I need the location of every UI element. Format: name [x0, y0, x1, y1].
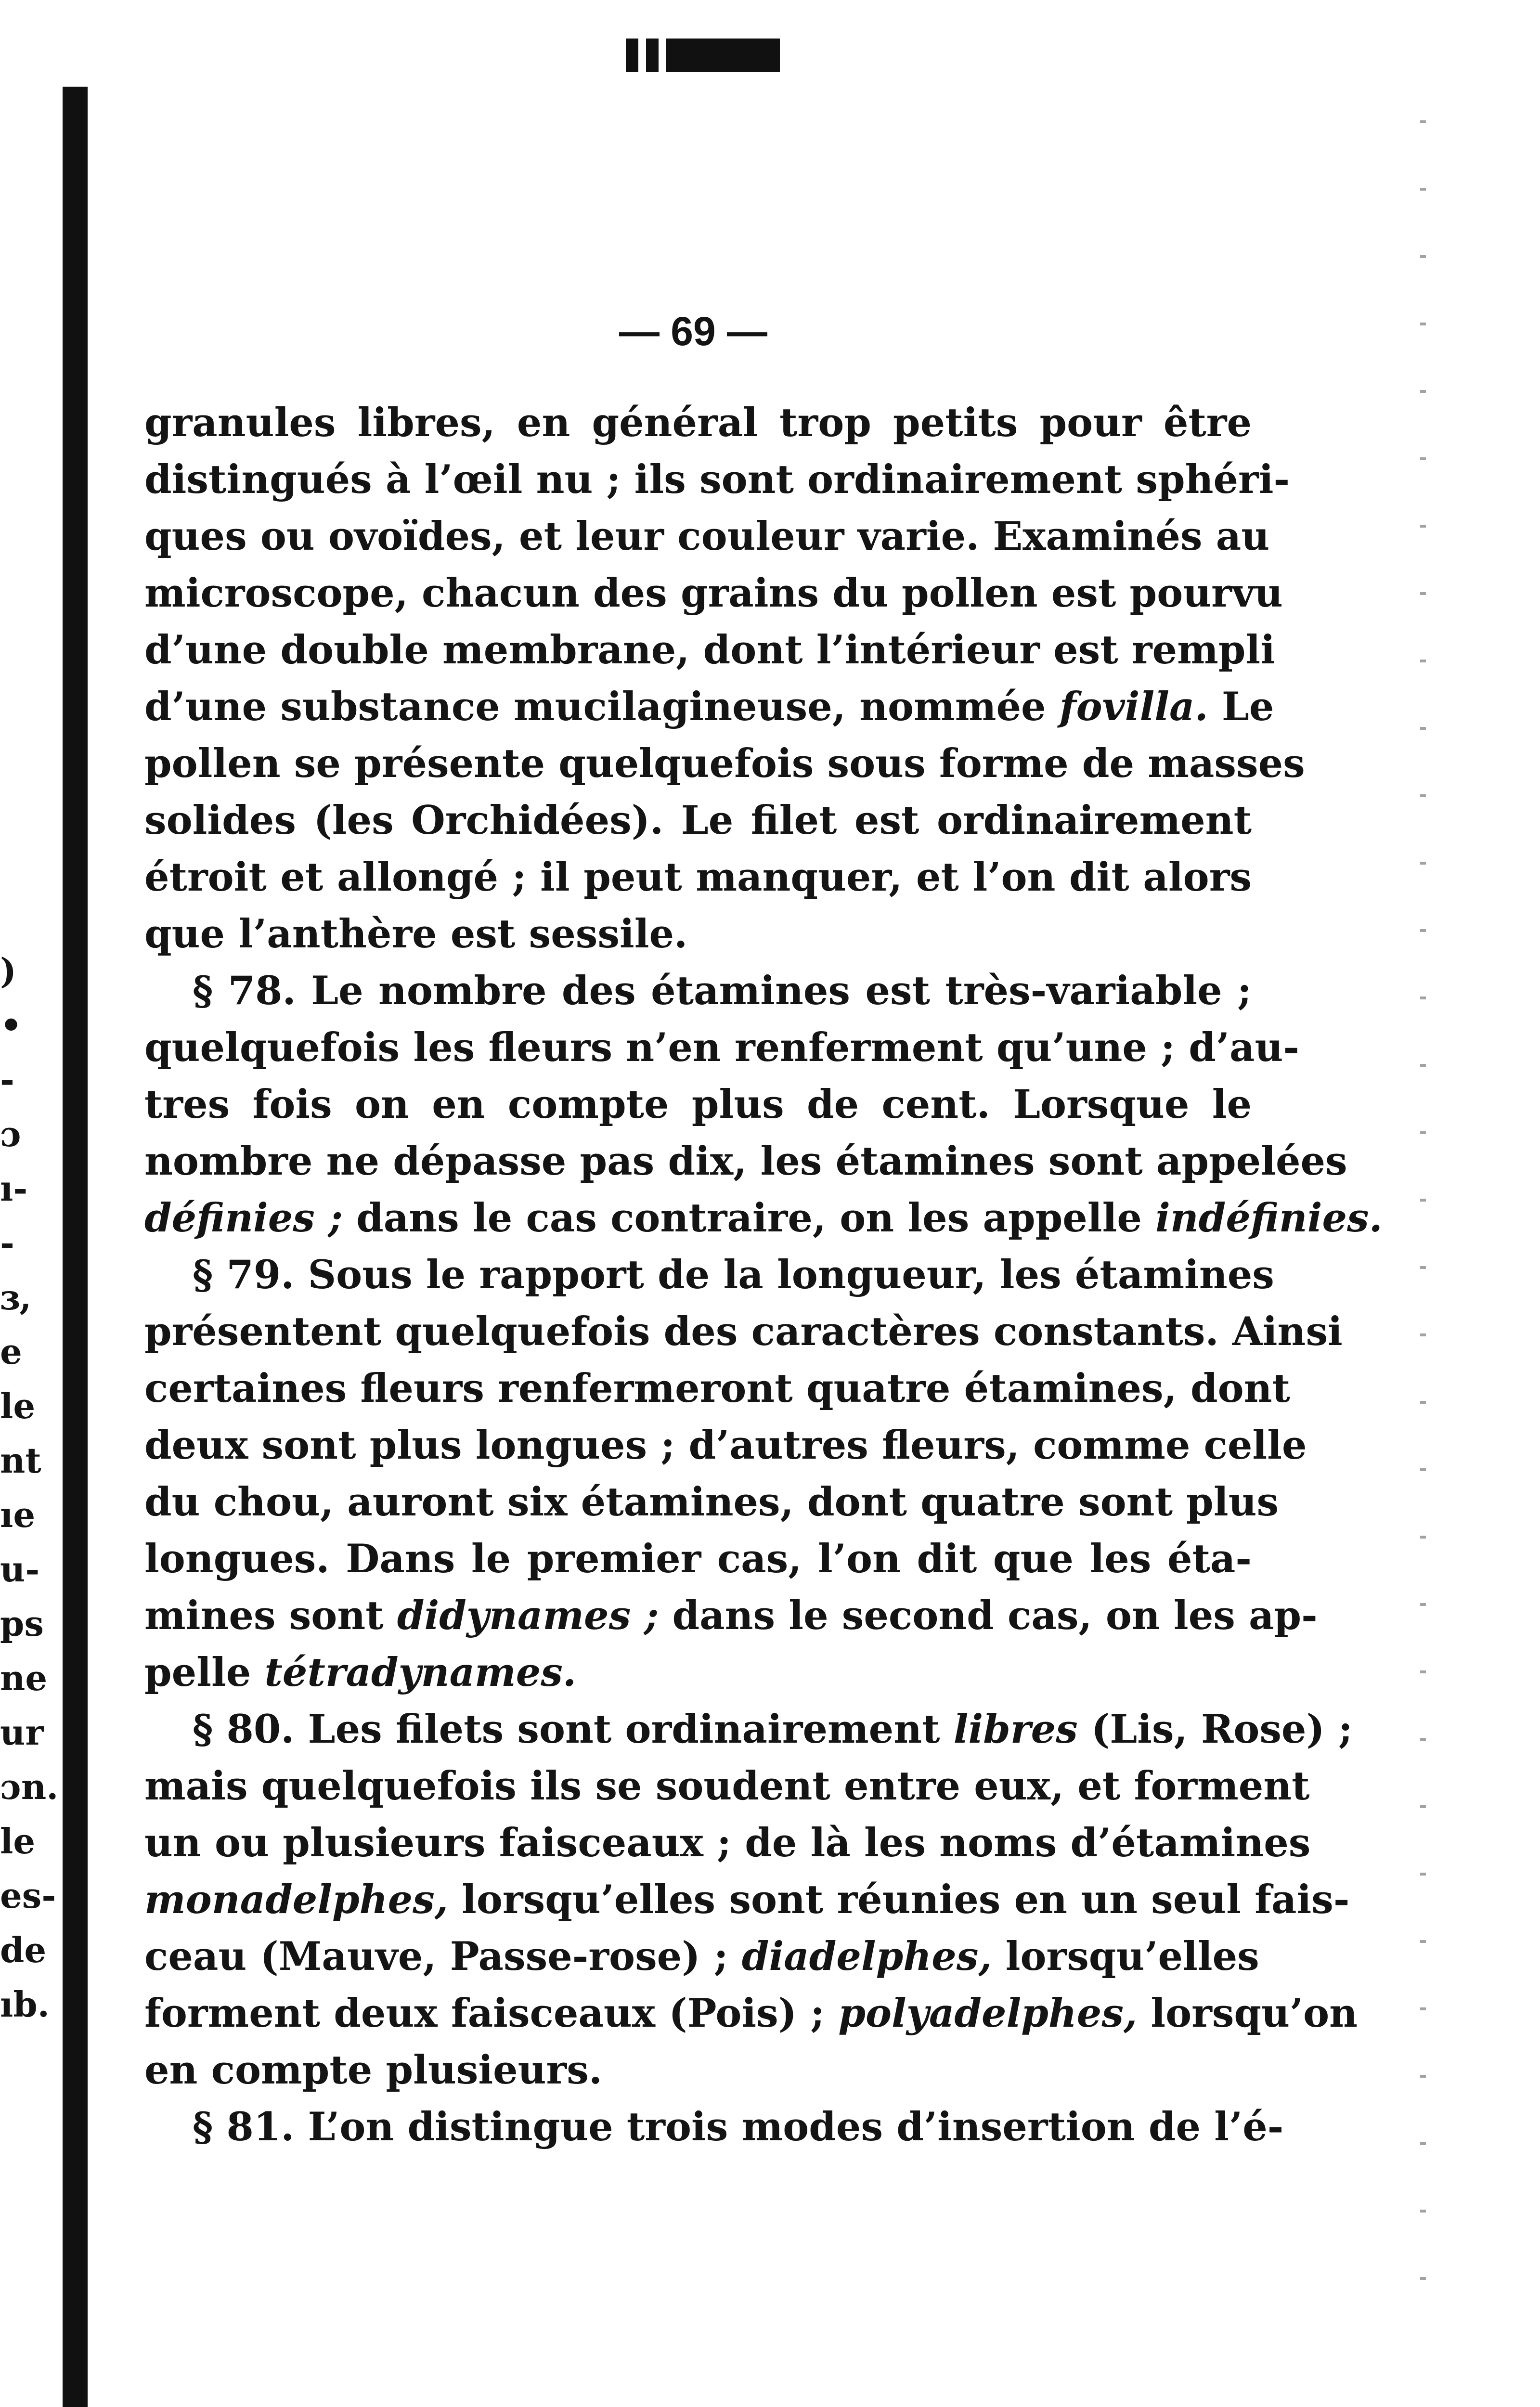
text-run: longues. Dans le premier cas, l’on dit que les éta-	[144, 1536, 1252, 1582]
margin-fragment: ur	[0, 1712, 44, 1753]
text-run: d’une double membrane, dont l’intérieur est rempli	[144, 627, 1275, 673]
text-run: quelquefois les fleurs n’en renferment qu’une ; d’au-	[144, 1025, 1300, 1071]
text-run: ceau (Mauve, Passe-rose) ;	[144, 1934, 742, 1980]
text-run: microscope, chacun des grains du pollen est pourvu	[144, 570, 1283, 616]
italic-term: tétradynames.	[264, 1650, 577, 1695]
margin-fragment: ıb.	[0, 1984, 50, 2025]
italic-term: polyadelphes,	[838, 1991, 1138, 2036]
text-line	[144, 1985, 1358, 2042]
text-line	[144, 1644, 1252, 1701]
text-line	[144, 1133, 1347, 1190]
italic-term: définies ;	[144, 1195, 343, 1241]
margin-fragment: e	[0, 1331, 22, 1372]
text-run: que l’anthère est sessile.	[144, 911, 688, 957]
italic-term: libres	[953, 1707, 1078, 1752]
text-line	[144, 395, 1252, 452]
italic-term: diadelphes,	[741, 1934, 992, 1980]
text-run: solides (les Orchidées). Le filet est ordinairement	[144, 798, 1252, 843]
margin-fragment: -	[0, 1222, 14, 1263]
text-run: étroit et allongé ; il peut manquer, et l’on dit alors	[144, 854, 1252, 900]
italic-term: fovilla.	[1059, 684, 1208, 730]
text-line	[144, 1815, 1311, 1872]
text-run: § 79. Sous le rapport de la longueur, les étamines	[193, 1252, 1274, 1298]
margin-fragment: le	[0, 1821, 36, 1862]
margin-fragment: ɔ	[0, 1113, 21, 1154]
text-run: mais quelquefois ils se soudent entre eux, et forment	[144, 1763, 1310, 1809]
text-run: en compte plusieurs.	[144, 2047, 603, 2093]
text-run: un ou plusieurs faisceaux ; de là les noms d’étamines	[144, 1820, 1311, 1866]
margin-fragment: u-	[0, 1549, 40, 1590]
text-run: § 78. Le nombre des étamines est très-variable ;	[193, 968, 1252, 1014]
text-run: d’une substance mucilagineuse, nommée	[144, 684, 1060, 730]
page-number: — 69 —	[619, 309, 768, 354]
text-run: pollen se présente quelquefois sous forme de masses	[144, 741, 1305, 787]
margin-fragment: ı-	[0, 1168, 28, 1209]
text-line	[144, 1474, 1279, 1531]
text-line	[144, 792, 1252, 849]
text-run: certaines fleurs renfermeront quatre étamines, dont	[144, 1366, 1290, 1411]
text-line	[144, 508, 1270, 565]
body-text	[144, 395, 1383, 2156]
text-run: (Lis, Rose) ;	[1077, 1707, 1353, 1752]
text-line	[144, 1304, 1343, 1360]
margin-fragment: nt	[0, 1440, 41, 1481]
text-line	[144, 849, 1252, 906]
text-run: dans le cas contraire, on les appelle	[342, 1195, 1156, 1241]
text-line	[144, 2099, 1284, 2156]
text-line	[144, 1076, 1252, 1133]
margin-fragment: -	[0, 1059, 14, 1100]
text-line	[144, 679, 1274, 736]
margin-fragment: es-	[0, 1875, 56, 1916]
right-edge-scan-noise	[1420, 120, 1426, 2335]
text-run: Le	[1208, 684, 1274, 730]
binding-edge-rule	[63, 87, 88, 2407]
text-line	[144, 1758, 1310, 1815]
text-run: lorsqu’elles	[992, 1934, 1259, 1980]
facing-page-margin-fragments	[0, 944, 60, 2032]
text-run: du chou, auront six étamines, dont quatre sont plus	[144, 1479, 1279, 1525]
margin-fragment: )	[0, 950, 17, 991]
text-line	[144, 1588, 1318, 1644]
text-run: pelle	[144, 1650, 265, 1695]
text-line	[144, 963, 1252, 1020]
text-line	[144, 452, 1290, 508]
italic-term: indéfinies.	[1155, 1195, 1383, 1241]
text-line	[144, 1531, 1252, 1588]
margin-fragment: •	[0, 1005, 23, 1046]
text-line	[144, 1247, 1274, 1304]
paragraph	[144, 2099, 1284, 2156]
text-run: ques ou ovoïdes, et leur couleur varie. Examinés au	[144, 514, 1270, 559]
text-line	[144, 1360, 1290, 1417]
text-line	[144, 906, 1252, 963]
text-line	[144, 1701, 1353, 1758]
text-run: lorsqu’on	[1137, 1991, 1358, 2036]
text-line	[144, 1417, 1307, 1474]
text-line	[144, 1872, 1350, 1928]
paragraph	[144, 963, 1383, 1247]
text-run: présentent quelquefois des caractères constants. Ainsi	[144, 1309, 1343, 1355]
margin-fragment: le	[0, 1385, 36, 1426]
text-run: deux sont plus longues ; d’autres fleurs, comme celle	[144, 1423, 1307, 1468]
italic-term: monadelphes,	[144, 1877, 448, 1923]
text-line	[144, 736, 1305, 792]
text-run: § 81. L’on distingue trois modes d’insertion de l’é-	[193, 2104, 1284, 2150]
margin-fragment: ɜ,	[0, 1277, 32, 1318]
text-run: tres fois on en compte plus de cent. Lorsque le	[144, 1082, 1252, 1127]
text-line	[144, 622, 1275, 679]
paragraph	[144, 395, 1305, 963]
margin-fragment: de	[0, 1929, 47, 1970]
text-line	[144, 1020, 1300, 1076]
margin-fragment: ɔn.	[0, 1766, 59, 1807]
text-run: granules libres, en général trop petits pour être	[144, 400, 1252, 446]
text-run: dans le second cas, on les ap-	[659, 1593, 1318, 1639]
text-line	[144, 1190, 1383, 1247]
margin-fragment: ıe	[0, 1494, 36, 1535]
text-run: nombre ne dépasse pas dix, les étamines sont appelées	[144, 1139, 1347, 1184]
text-run: forment deux faisceaux (Pois) ;	[144, 1991, 839, 2036]
top-scan-mark	[626, 39, 780, 72]
text-line	[144, 565, 1283, 622]
text-run: lorsqu’elles sont réunies en un seul fais-	[448, 1877, 1350, 1923]
paragraph	[144, 1701, 1358, 2099]
text-run: mines sont	[144, 1593, 397, 1639]
margin-fragment: ne	[0, 1657, 48, 1698]
text-line	[144, 1928, 1259, 1985]
paragraph	[144, 1247, 1343, 1701]
text-run: distingués à l’œil nu ; ils sont ordinairement sphéri-	[144, 457, 1290, 503]
italic-term: didynames ;	[397, 1593, 659, 1639]
text-run: § 80. Les filets sont ordinairement	[193, 1707, 954, 1752]
text-line	[144, 2042, 1252, 2099]
margin-fragment: ps	[0, 1603, 44, 1644]
